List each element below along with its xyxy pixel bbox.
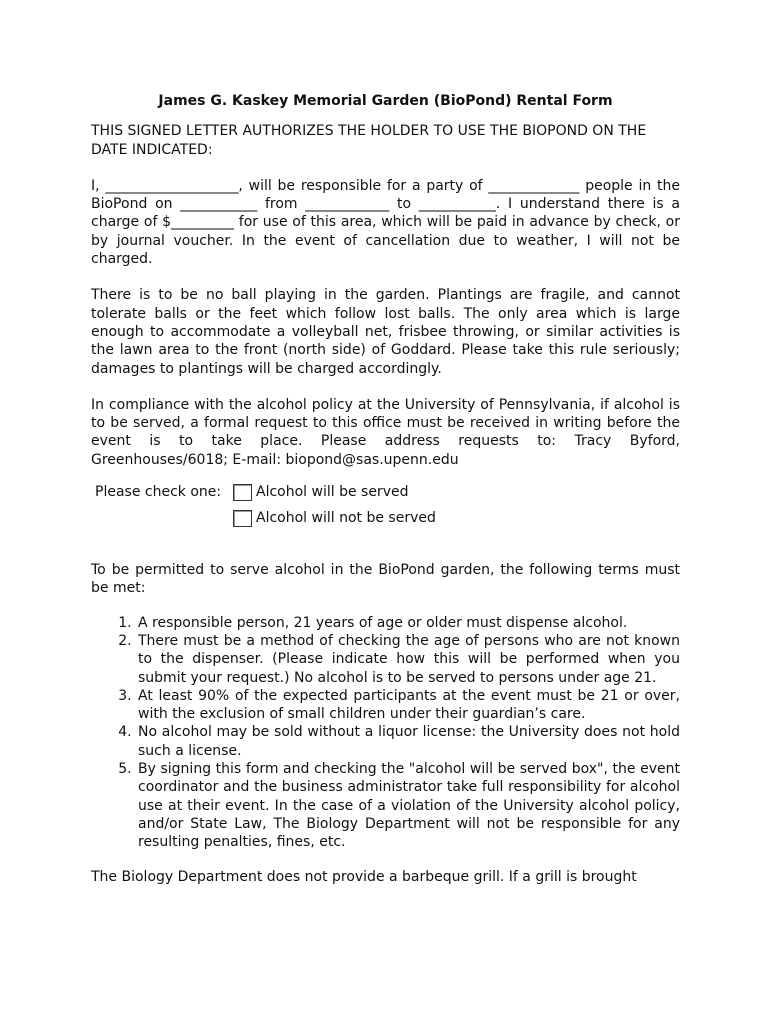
- term-item: 1. A responsible person, 21 years of age or older must dispense alcohol.: [136, 614, 680, 632]
- alcohol-not-served-checkbox[interactable]: [233, 510, 252, 527]
- term-item: 3. At least 90% of the expected participants at the event must be 21 or over, with the exclusion of small children under their guardian’s care.: [136, 687, 680, 724]
- grill-paragraph: The Biology Department does not provide a barbeque grill. If a grill is brought: [91, 868, 637, 885]
- alcohol-not-served-label: Alcohol will not be served: [256, 509, 436, 526]
- ball-playing-paragraph: There is to be no ball playing in the garden. Plantings are fragile, and cannot tolerate balls or the feet which follow lost balls. The only area which is large enough to accommodate a volleyball net, frisbee throwing, or similar activities is the lawn area to the front (north side) of Goddard. Please take this rule seriously; damages to plantings will be charged accordingly.: [91, 287, 680, 377]
- form-title: James G. Kaskey Memorial Garden (BioPond) Rental Form: [158, 93, 613, 109]
- term-item: 5. By signing this form and checking the "alcohol will be served box", the event coordinator and the business administrator take full responsibility for alcohol use at their event. In the case of a violation of the University alcohol policy, and/or State Law, The Biology Department will not be responsible for any resulting penalties, fines, etc.: [136, 760, 680, 851]
- alcohol-not-served-row: [91, 505, 680, 531]
- term-item: 2. There must be a method of checking the age of persons who are not known to the dispenser. (Please indicate how this will be performed when you submit your request.) No alcohol is to be served to persons under age 21.: [136, 632, 680, 687]
- alcohol-choice: [91, 479, 680, 531]
- term-item: 4. No alcohol may be sold without a liquor license: the University does not hold such a license.: [136, 723, 680, 760]
- alcohol-served-row: [91, 479, 680, 505]
- alcohol-served-checkbox[interactable]: [233, 484, 252, 501]
- document-page: [91, 92, 680, 886]
- terms-list: [91, 614, 680, 852]
- alcohol-served-label: Alcohol will be served: [256, 483, 409, 500]
- alcohol-policy-paragraph: In compliance with the alcohol policy at the University of Pennsylvania, if alcohol is to be served, a formal request to this office must be received in writing before the event is to take place. Please address requests to: Tracy Byford, Greenhouses/6018; E-mail: biopond@sas.upenn.edu: [91, 396, 680, 468]
- terms-intro: To be permitted to serve alcohol in the BioPond garden, the following terms must be met:: [91, 562, 680, 597]
- authorization-statement: THIS SIGNED LETTER AUTHORIZES THE HOLDER TO USE THE BIOPOND ON THE DATE INDICATED:: [91, 123, 647, 158]
- check-prompt: Please check one:: [95, 483, 222, 500]
- responsibility-paragraph: I, ___________________, will be responsible for a party of _____________ people in the BioPond on ___________ from ____________ to ___________. I understand there is a charge of $_________ for use of this area, which will be paid in advance by check, or by journal voucher. In the event of cancellation due to weather, I will not be charged.: [91, 177, 680, 268]
